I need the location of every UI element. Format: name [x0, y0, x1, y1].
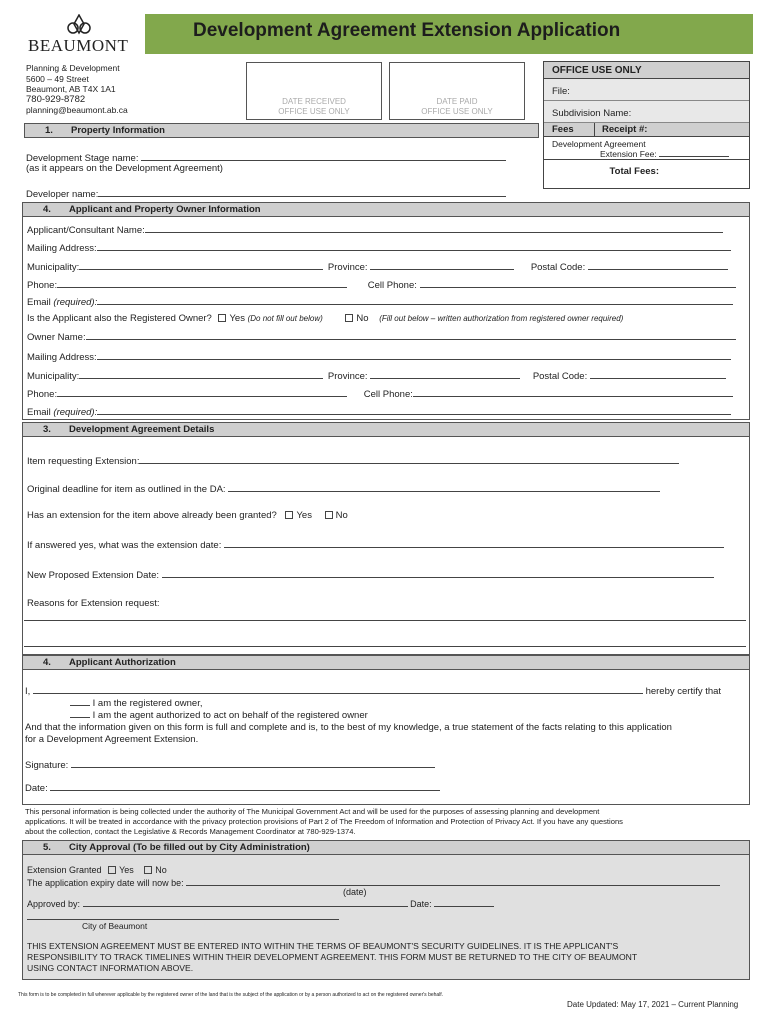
total-fees-row[interactable] — [544, 159, 749, 181]
date-paid-box[interactable] — [389, 62, 525, 120]
expiry-label: The application expiry date will now be: — [27, 878, 184, 888]
beaumont-logo — [22, 14, 142, 56]
fees-header-row — [544, 123, 749, 137]
owner-email-row — [27, 406, 731, 418]
owner-yes-checkbox[interactable] — [218, 314, 226, 322]
extension-granted-row — [27, 865, 167, 875]
section-applicant-num: 4. — [43, 204, 51, 215]
contact-street: 5600 – 49 Street — [26, 73, 89, 84]
contact-phone: 780-929-8782 — [26, 93, 86, 105]
applicant-phone-row — [27, 279, 736, 291]
owner-name-row — [27, 331, 736, 343]
registered-owner-question — [27, 313, 623, 324]
stage-note: (as it appears on the Development Agreement) — [26, 163, 223, 174]
privacy-notice — [25, 807, 623, 837]
fee-line2-row — [552, 149, 741, 159]
certify-label: hereby certify that — [645, 686, 722, 697]
section-authorization-num: 4. — [43, 657, 51, 668]
item-label: Item requesting Extension: — [27, 456, 140, 467]
applicant-email-required: (required): — [53, 297, 98, 308]
applicant-mailing-row — [27, 242, 731, 254]
owner-email-label: Email — [27, 407, 51, 418]
deadline-row — [27, 483, 660, 495]
owner-name-label: Owner Name: — [27, 332, 86, 343]
applicant-postal-label: Postal Code: — [530, 262, 586, 273]
owner-no-label: No — [356, 313, 369, 324]
expiry-field[interactable] — [186, 877, 720, 886]
section-1-bar — [24, 123, 539, 138]
deadline-label: Original deadline for item as outlined in the DA: — [27, 484, 226, 495]
subdivision-field[interactable] — [544, 101, 749, 123]
file-label: File: — [552, 86, 570, 97]
ext-date-field[interactable] — [224, 539, 724, 548]
applicant-name-row — [27, 224, 723, 236]
granted-yes-label: Yes — [296, 510, 312, 521]
signature-row — [25, 759, 435, 771]
contact-dept: Planning & Development — [26, 63, 120, 73]
applicant-name-label: Applicant/Consultant Name: — [27, 225, 145, 236]
contact-email: planning@beaumont.ab.ca — [26, 105, 128, 115]
owner-cell-label: Cell Phone: — [363, 389, 413, 400]
applicant-municipality-field[interactable] — [79, 261, 323, 270]
city-notice — [27, 941, 745, 974]
expiry-date-label: (date) — [343, 887, 367, 897]
stamp-paid-label: DATE PAID — [436, 97, 478, 106]
applicant-province-label: Province: — [327, 262, 368, 273]
owner-phone-field[interactable] — [57, 388, 347, 397]
developer-field[interactable] — [98, 188, 506, 197]
reasons-field-1[interactable] — [24, 612, 746, 621]
owner-phone-row — [27, 388, 733, 400]
section-5-num: 5. — [43, 842, 51, 853]
owner-cell-field[interactable] — [413, 388, 733, 397]
file-field[interactable] — [544, 79, 749, 101]
approval-date-field[interactable] — [434, 898, 494, 907]
footer-note: This form is to be completed in full wherever applicable by the registered owner of the land that is the subject of the application or by a person authorized to act on the registered owner's behalf. — [18, 992, 444, 998]
extension-granted-label: Extension Granted — [27, 865, 102, 875]
approval-date-label: Date: — [410, 899, 432, 909]
notice-line-2: RESPONSIBILITY TO TRACK TIMELINES WITHIN THEIR DEVELOPMENT AGREEMENT. THIS FORM MUST BE RETURNED TO THE CITY OF BEAUMONT — [27, 952, 638, 962]
owner-option-row — [70, 697, 202, 709]
owner-yes-note: (Do not fill out below) — [247, 314, 323, 323]
applicant-email-row — [27, 296, 733, 308]
office-use-heading: OFFICE USE ONLY — [544, 62, 749, 79]
extension-yes-checkbox[interactable] — [108, 866, 116, 874]
certify-row — [25, 685, 721, 697]
section-1-num: 1. — [45, 125, 53, 136]
developer-row — [26, 188, 506, 200]
logo-text: BEAUMONT — [28, 36, 129, 55]
owner-no-checkbox[interactable] — [345, 314, 353, 322]
section-5-bar — [22, 840, 750, 855]
privacy-line-1: This personal information is being collected under the authority of The Municipal Government Act and will be used for the purposes of assessing planning and development — [25, 807, 600, 816]
stage-name-label: Development Stage name: — [26, 153, 139, 164]
applicant-email-label: Email — [27, 297, 51, 308]
extension-no-label: No — [155, 865, 167, 875]
expiry-row — [27, 877, 720, 888]
section-1-title: Property Information — [71, 125, 165, 136]
registered-owner-label: Is the Applicant also the Registered Owner? — [27, 313, 212, 324]
agent-option-row — [70, 709, 368, 721]
agent-option-field[interactable] — [70, 709, 90, 718]
office-use-panel — [543, 61, 750, 189]
applicant-cell-label: Cell Phone: — [367, 280, 417, 291]
approved-row — [27, 898, 494, 909]
extension-no-checkbox[interactable] — [144, 866, 152, 874]
stamp-paid-sub: OFFICE USE ONLY — [421, 107, 493, 116]
owner-mailing-label: Mailing Address: — [27, 352, 97, 363]
notice-line-3: USING CONTACT INFORMATION ABOVE. — [27, 963, 194, 973]
extension-yes-label: Yes — [119, 865, 134, 875]
granted-yes-checkbox[interactable] — [285, 511, 293, 519]
owner-province-field[interactable] — [370, 370, 520, 379]
fee-row — [544, 137, 749, 159]
new-date-label: New Proposed Extension Date: — [27, 570, 160, 581]
granted-label: Has an extension for the item above already been granted? — [27, 510, 277, 521]
developer-label: Developer name: — [26, 189, 99, 200]
approved-field[interactable] — [83, 898, 408, 907]
owner-no-note: (Fill out below – written authorization from registered owner required) — [379, 314, 624, 323]
auth-date-label: Date: — [25, 783, 48, 794]
notice-line-1: THIS EXTENSION AGREEMENT MUST BE ENTERED INTO WITHIN THE TERMS OF BEAUMONT'S SECURITY GUIDELINES. IT IS THE APPLICANT'S — [27, 941, 619, 951]
section-3-bar — [22, 422, 750, 437]
reasons-field-2[interactable] — [24, 638, 746, 647]
stamp-received-sub: OFFICE USE ONLY — [278, 107, 350, 116]
owner-email-required: (required): — [53, 407, 98, 418]
section-applicant-bar — [22, 202, 750, 217]
applicant-municipality-row — [27, 261, 728, 273]
section-applicant-title: Applicant and Property Owner Information — [69, 204, 261, 215]
agent-option-label: I am the agent authorized to act on behalf of the registered owner — [92, 710, 368, 721]
owner-municipality-row — [27, 370, 726, 382]
applicant-phone-field[interactable] — [57, 279, 347, 288]
owner-postal-field[interactable] — [590, 370, 726, 379]
owner-option-label: I am the registered owner, — [92, 698, 203, 709]
section-5-title: City Approval (To be filled out by City Administration) — [69, 842, 310, 853]
applicant-name-field[interactable] — [145, 224, 723, 233]
section-3-title: Development Agreement Details — [69, 424, 215, 435]
item-field[interactable] — [139, 455, 679, 464]
applicant-postal-field[interactable] — [588, 261, 728, 270]
granted-no-label: No — [335, 510, 348, 521]
applicant-mailing-field[interactable] — [97, 242, 731, 251]
item-row — [27, 455, 679, 467]
deadline-field[interactable] — [228, 483, 660, 492]
certify-name-field[interactable] — [33, 685, 643, 694]
section-authorization-title: Applicant Authorization — [69, 657, 176, 668]
owner-name-field[interactable] — [86, 331, 736, 340]
approved-label: Approved by: — [27, 899, 81, 909]
city-of-beaumont-label: City of Beaumont — [82, 921, 148, 931]
new-date-row — [27, 569, 714, 581]
statement-line-2: for a Development Agreement Extension. — [25, 734, 199, 745]
owner-mailing-field[interactable] — [97, 351, 731, 360]
certify-i: I, — [25, 686, 31, 697]
owner-mailing-row — [27, 351, 731, 363]
fee-line2: Extension Fee: — [600, 149, 657, 159]
date-updated: Date Updated: May 17, 2021 – Current Planning — [567, 1000, 739, 1009]
owner-province-label: Province: — [327, 371, 368, 382]
beaumont-logo-icon — [64, 14, 94, 36]
applicant-email-field[interactable] — [97, 296, 733, 305]
owner-municipality-field[interactable] — [79, 370, 323, 379]
section-authorization-bar — [22, 655, 750, 670]
applicant-mailing-label: Mailing Address: — [27, 243, 97, 254]
page-title: Development Agreement Extension Application — [193, 20, 621, 41]
subdivision-label: Subdivision Name: — [552, 108, 632, 119]
approver-signature-field[interactable] — [27, 911, 339, 920]
applicant-municipality-label: Municipality: — [27, 262, 80, 273]
auth-date-row — [25, 782, 440, 794]
signature-label: Signature: — [25, 760, 69, 771]
applicant-cell-field[interactable] — [420, 279, 736, 288]
owner-municipality-label: Municipality: — [27, 371, 80, 382]
receipt-label: Receipt #: — [602, 124, 648, 135]
owner-yes-label: Yes — [229, 313, 245, 324]
extension-fee-field[interactable] — [659, 150, 729, 157]
privacy-line-2: applications. It will be treated in accordance with the privacy protection provisions of Part 2 of The Freedom of Information and Protection of Privacy Act. If you have any questions — [25, 817, 623, 826]
contact-info — [26, 63, 128, 116]
ext-date-row — [27, 539, 724, 551]
total-fees-label: Total Fees: — [609, 166, 659, 177]
granted-row — [27, 510, 348, 521]
stage-name-field[interactable] — [141, 152, 506, 161]
reasons-label: Reasons for Extension request: — [27, 598, 160, 609]
stamp-received-label: DATE RECEIVED — [282, 97, 346, 106]
date-received-box[interactable] — [246, 62, 382, 120]
privacy-line-3: about the collection, contact the Legislative & Records Management Coordinator at 780-929-1374. — [25, 827, 356, 836]
applicant-phone-label: Phone: — [27, 280, 58, 291]
owner-postal-label: Postal Code: — [532, 371, 588, 382]
contact-city: Beaumont, AB T4X 1A1 — [26, 84, 116, 94]
title-banner — [145, 14, 753, 54]
statement-line-1: And that the information given on this form is full and complete and is, to the best of my knowledge, a true statement of the facts relating to this application — [25, 722, 672, 733]
fees-label: Fees — [552, 124, 574, 135]
owner-phone-label: Phone: — [27, 389, 58, 400]
fee-line1: Development Agreement — [552, 139, 646, 149]
applicant-province-field[interactable] — [370, 261, 514, 270]
ext-date-label: If answered yes, what was the extension date: — [27, 540, 222, 551]
section-3-num: 3. — [43, 424, 51, 435]
owner-email-field[interactable] — [97, 406, 731, 415]
signature-field[interactable] — [71, 759, 435, 768]
auth-date-field[interactable] — [50, 782, 440, 791]
new-date-field[interactable] — [162, 569, 714, 578]
owner-option-field[interactable] — [70, 697, 90, 706]
granted-no-checkbox[interactable] — [325, 511, 333, 519]
